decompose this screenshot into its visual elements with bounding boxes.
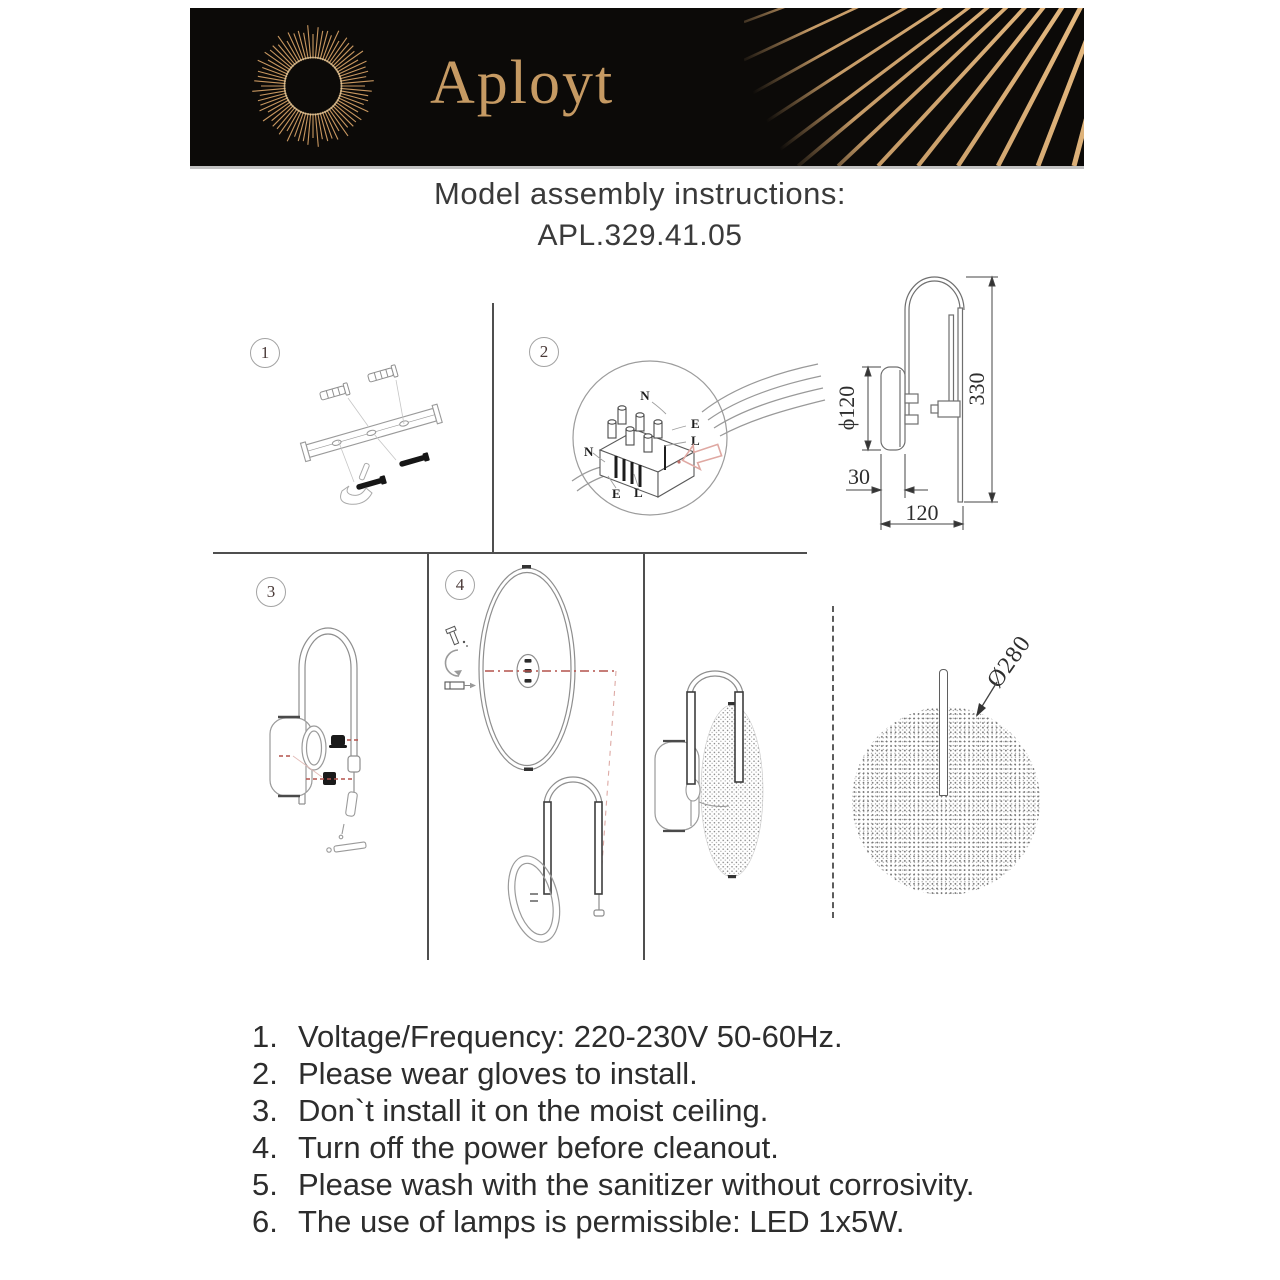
item-number: 4. (252, 1130, 278, 1165)
shade-rod (939, 669, 948, 796)
list-item (252, 1092, 975, 1129)
brand-logo-text: Aployt (430, 49, 615, 117)
list-item (252, 1203, 975, 1240)
wire-label-e-right: E (691, 416, 700, 431)
wire-label-n-top: N (640, 388, 650, 403)
brand-banner (190, 8, 1084, 166)
step4-assembly-drawing (430, 554, 640, 959)
item-text: Please wash with the sanitizer without corrosivity. (298, 1167, 975, 1202)
step3-assembly-drawing (226, 596, 416, 871)
dim-height: 330 (964, 372, 989, 406)
model-code: APL.329.41.05 (537, 219, 743, 252)
page-title: Model assembly instructions: (434, 176, 846, 211)
item-number: 5. (252, 1167, 278, 1202)
item-text: Turn off the power before cleanout. (298, 1130, 779, 1165)
granite-shade-side (701, 705, 763, 877)
step-3-badge: 3 (256, 577, 286, 607)
list-item (252, 1166, 975, 1203)
dim-plate-diameter: ϕ120 (834, 385, 859, 431)
step-2-badge: 2 (529, 337, 559, 367)
step2-wiring-drawing (560, 350, 835, 535)
dashed-separator-line (832, 606, 834, 918)
black-fastener-parts (323, 735, 347, 785)
wire-label-e-bottom: E (612, 486, 621, 501)
wire-label-n-left: N (584, 444, 594, 459)
item-number: 6. (252, 1204, 278, 1239)
corner-rays-icon (744, 8, 1084, 166)
list-item (252, 1055, 975, 1092)
instruction-list (252, 1018, 975, 1240)
wire-label-l-bottom: L (634, 485, 643, 500)
screw-note-icon (445, 626, 476, 689)
step1-bracket-drawing (278, 360, 468, 510)
title-block (0, 176, 1280, 253)
item-text: Voltage/Frequency: 220-230V 50-60Hz. (298, 1019, 843, 1054)
divider-top-vertical (492, 303, 494, 552)
step-4-badge: 4 (445, 570, 475, 600)
item-number: 3. (252, 1093, 278, 1128)
wire-label-l-right: L (691, 433, 700, 448)
step-1-badge: 1 (250, 338, 280, 368)
divider-bottom-left-vertical (427, 554, 429, 960)
list-item (252, 1129, 975, 1166)
dim-width: 120 (905, 500, 939, 525)
item-text: Please wear gloves to install. (298, 1056, 698, 1091)
item-number: 2. (252, 1056, 278, 1091)
assembled-lamp-drawing (643, 650, 783, 895)
item-text: Don`t install it on the moist ceiling. (298, 1093, 769, 1128)
list-item (252, 1018, 975, 1055)
item-number: 1. (252, 1019, 278, 1054)
sunburst-logo-icon (243, 12, 383, 162)
shade-diameter-callout (955, 608, 1085, 738)
item-text: The use of lamps is permissible: LED 1x5W. (298, 1204, 905, 1239)
dimension-drawing (812, 258, 1087, 543)
dim-depth: 30 (848, 464, 870, 489)
banner-shadow-line (190, 166, 1084, 169)
dim-shade-diameter: Ø280 (982, 630, 1037, 693)
